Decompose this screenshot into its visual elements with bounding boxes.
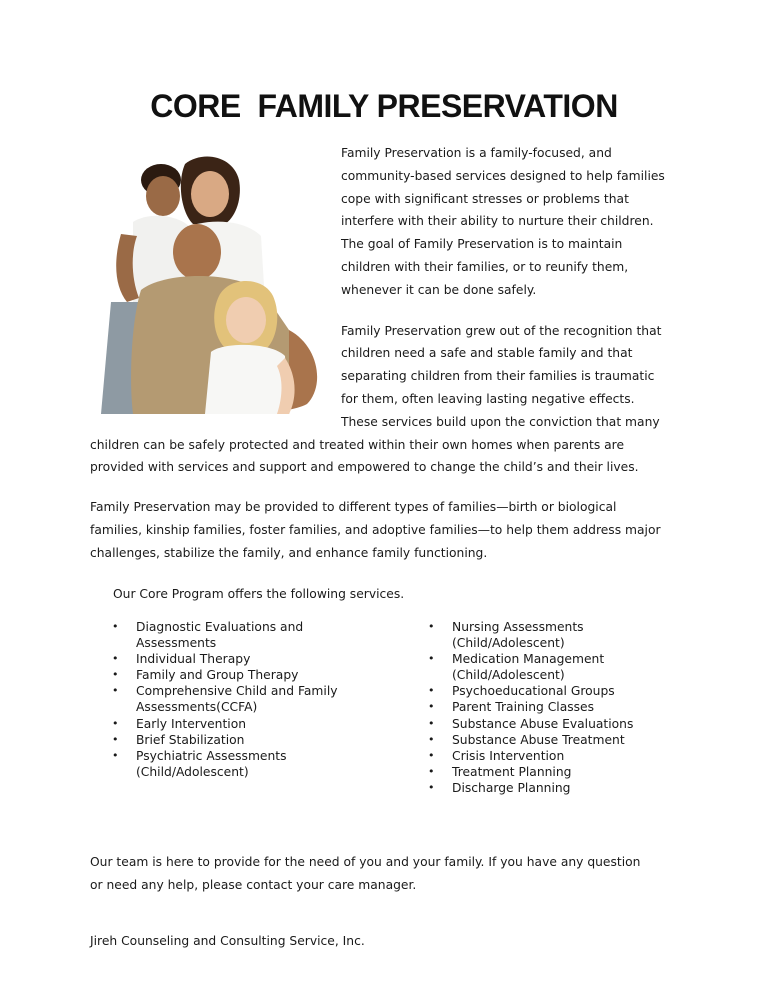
family-types-paragraph <box>90 496 690 564</box>
bullet-icon: • <box>428 748 435 762</box>
para2-line: children can be safely protected and treated within their own homes when parents are <box>90 437 625 452</box>
services-list-right <box>428 619 688 796</box>
list-item: • Psychiatric Assessments (Child/Adolescent) <box>112 748 287 779</box>
bullet-icon: • <box>112 668 119 682</box>
list-item: • Individual Therapy <box>112 652 251 667</box>
intro-line: The goal of Family Preservation is to maintain <box>341 237 623 252</box>
bullet-icon: • <box>112 732 119 746</box>
bullet-icon: • <box>428 620 435 633</box>
intro-line: cope with significant stresses or problems that <box>341 191 629 206</box>
list-item: • Substance Abuse Treatment <box>428 732 625 747</box>
list-item: • Medication Management (Child/Adolescent) <box>428 652 605 683</box>
para2-line: children need a safe and stable family and that <box>341 346 633 361</box>
bullet-icon: • <box>112 748 119 762</box>
closing-paragraph <box>90 851 710 897</box>
bullet-icon: • <box>112 684 119 698</box>
para2-line: provided with services and support and empowered to change the child’s and their lives. <box>90 460 639 475</box>
intro-line: community-based services designed to help families <box>341 168 665 183</box>
services-intro: Our Core Program offers the following services. <box>113 587 405 601</box>
organization-name: Jireh Counseling and Consulting Service, Inc. <box>90 934 365 948</box>
list-item: • Family and Group Therapy <box>112 668 299 683</box>
list-item: • Early Intervention <box>112 716 247 731</box>
intro-line: children with their families, or to reunify them, <box>341 259 629 274</box>
bullet-icon: • <box>428 684 435 698</box>
para2-line: for them, often leaving lasting negative effects. <box>341 391 635 406</box>
intro-line: interfere with their ability to nurture their children. <box>341 214 654 229</box>
list-item: • Crisis Intervention <box>428 748 565 763</box>
list-item: • Nursing Assessments (Child/Adolescent) <box>428 620 584 651</box>
list-item: • Diagnostic Evaluations and Assessments <box>112 620 304 651</box>
list-item: • Parent Training Classes <box>428 700 595 715</box>
para3-line: challenges, stabilize the family, and enhance family functioning. <box>90 545 488 560</box>
bullet-icon: • <box>112 652 119 666</box>
services-list-left <box>112 619 372 780</box>
list-item: • Psychoeducational Groups <box>428 684 615 699</box>
list-item: • Comprehensive Child and Family Assessments(CCFA) <box>112 684 338 715</box>
bullet-icon: • <box>428 652 435 666</box>
page-title: CORE FAMILY PRESERVATION <box>150 88 618 124</box>
para3-line: Family Preservation may be provided to different types of families—birth or biological <box>90 500 617 514</box>
intro-section <box>90 142 690 479</box>
bullet-icon: • <box>428 716 435 730</box>
bullet-icon: • <box>428 764 435 778</box>
list-item: • Substance Abuse Evaluations <box>428 716 634 731</box>
bullet-icon: • <box>428 732 435 746</box>
bullet-icon: • <box>112 620 119 633</box>
list-item: • Discharge Planning <box>428 780 571 795</box>
para2-line: separating children from their families is traumatic <box>341 369 655 384</box>
para2-line: These services build upon the conviction that many <box>341 414 660 429</box>
intro-line: whenever it can be done safely. <box>341 282 537 297</box>
para3-line: families, kinship families, foster families, and adoptive families—to help them address major <box>90 522 661 537</box>
list-item: • Treatment Planning <box>428 764 572 779</box>
para2-line: Family Preservation grew out of the recognition that <box>341 323 662 338</box>
closing-line: or need any help, please contact your care manager. <box>90 877 417 892</box>
bullet-icon: • <box>428 780 435 794</box>
intro-line: Family Preservation is a family-focused, and <box>341 146 612 160</box>
closing-line: Our team is here to provide for the need of you and your family. If you have any question <box>90 855 641 869</box>
bullet-icon: • <box>428 700 435 714</box>
bullet-icon: • <box>112 716 119 730</box>
list-item: • Brief Stabilization <box>112 732 245 747</box>
